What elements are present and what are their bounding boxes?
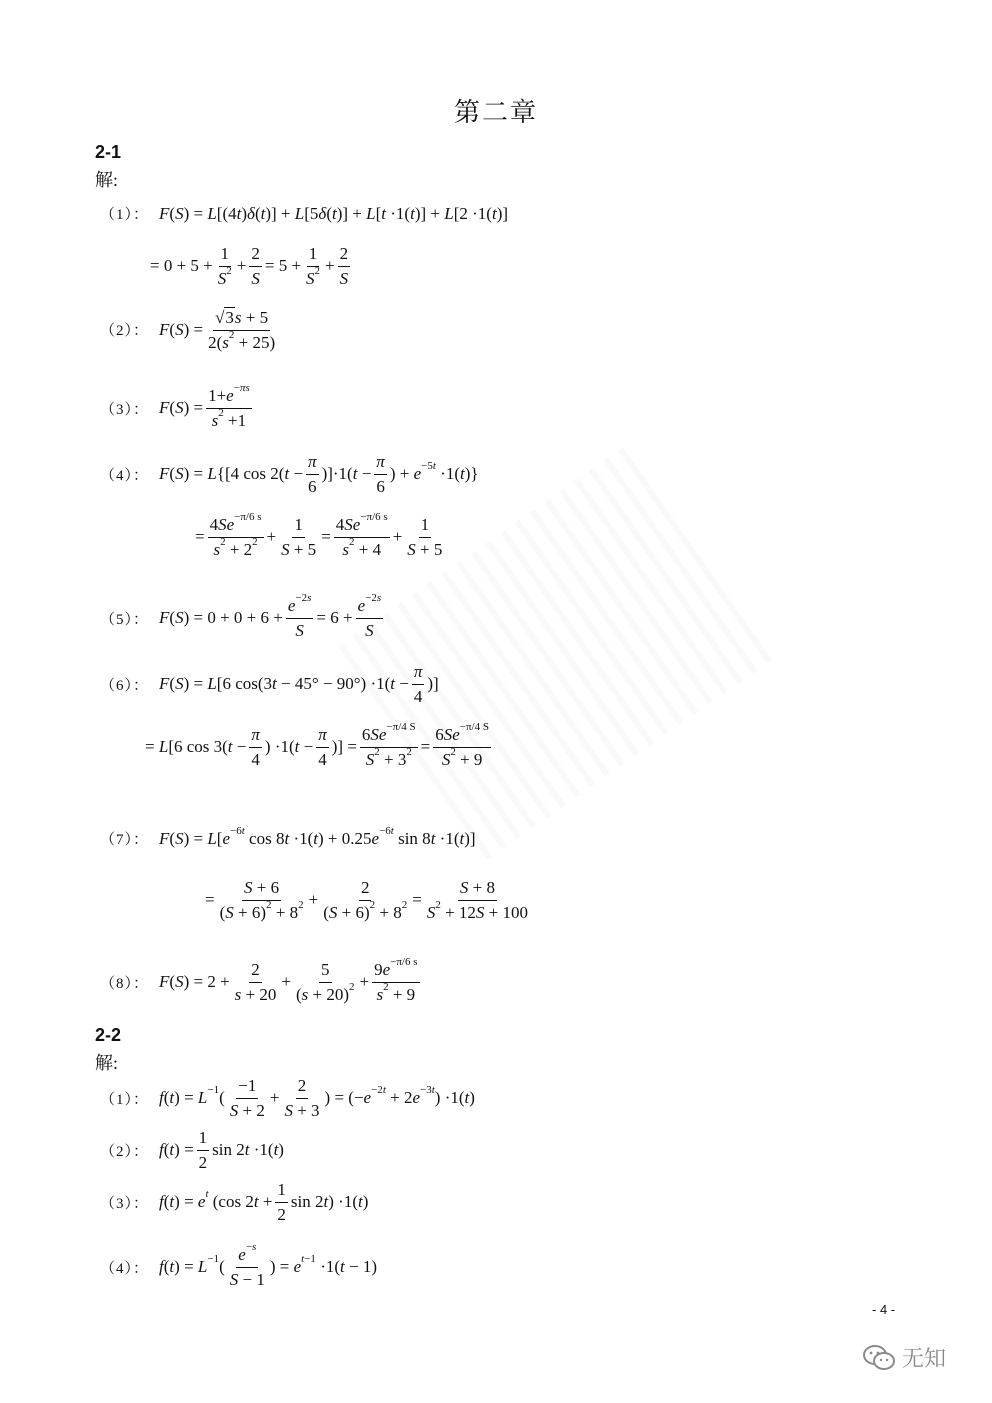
eq-number: （3）： [100, 401, 150, 418]
eq-number: （2）： [100, 323, 150, 340]
eq-number: （1）： [100, 207, 150, 223]
watermark [862, 1342, 946, 1373]
equation-2: （2）： F(S) = $\frac{√3s + 5}{2(s^2 + 25)}$ [100, 308, 276, 352]
equation-6a: （6）： F(S) = L[6 cos(3t − 45° − 90°) ·1(t − $\frac{\pi}{4}$ )] [100, 662, 439, 706]
equation-8: （8）： F(S) = 2 + $\frac{2}{s + 20}$ + $\frac{5}{(s + 20)^2}$ + $\frac{9e^{-\pi/6 s}}{s^2 + 9}$ [100, 956, 418, 1004]
solution-label: 解: [95, 170, 119, 190]
solution-label: 解: [95, 1053, 119, 1073]
eq-number: （2）： [100, 1143, 150, 1160]
equation-4b: = $\frac{4Se^{-\pi/6 s}}{s^2 + 2^2}$ + $\frac{1}{S + 5}$ = $\frac{4Se^{-\pi/6 s}}{s^2 + 4}$ + $\frac{1}{S + 5}$ [195, 511, 443, 559]
section-label: 2-1 [95, 142, 122, 162]
equation-6b: = L[6 cos 3(t − $\frac{\pi}{4}$ ) ·1(t − $\frac{\pi}{4}$ )] = $\frac{6Se^{-\pi/4 S}}{S^2 + 3^2}$ = $\frac{6Se^{-\pi/4 S}}{S^2 + 9}$ [145, 721, 489, 769]
equation-2-2-1: （1）： $f(t) = L^{-1}$( $\frac{-1}{S + 2}$ + $\frac{2}{S + 3}$ ) = $(-e^{-2t} + 2e^{-3t}) \cdot 1(t)$ [100, 1076, 475, 1120]
equation-2-2-3: （3）： $f(t) = e^t$ (cos 2t + $\frac{1}{2}$ sin 2t) ·1(t) [100, 1180, 369, 1224]
background-watermark [338, 440, 782, 859]
eq-number: （6）： [100, 677, 150, 694]
section-label: 2-2 [95, 1025, 122, 1045]
eq-number: （1）： [100, 1091, 150, 1108]
eq-number: （5）： [100, 611, 150, 628]
eq-number: （3）： [100, 1195, 150, 1212]
eq-number: （7）： [100, 832, 150, 848]
equation-3: （3）： F(S) = $\frac{1+e^{-\pi s}}{s^2 +1}$ [100, 382, 250, 430]
page-number: - 4 - [872, 1302, 896, 1317]
equation-2-2-4: （4）： $f(t) = L^{-1}$( $\frac{e^{-s}}{S - 1}$ ) = $e^{t-1} \cdot 1(t - 1)$ [100, 1241, 377, 1289]
equation-4a: （4）： F(S) = L{[4 cos 2(t − $\frac{\pi}{6}$ )]·1(t − $\frac{\pi}{6}$ ) + $e^{-5t} \cdot 1(t)$} [100, 452, 479, 496]
equation-7b: = $\frac{S + 6}{(S + 6)^2 + 8^2}$ + $\frac{2}{(S + 6)^2 + 8^2}$ = $\frac{S + 8}{S^2 + 12S + 100}$ [205, 878, 528, 922]
equation-1a: （1）： F(S) = L[(4t)δ(t)] + L[5δ(t)] + L[t ·1(t)] + L[2 ·1(t)] [100, 203, 509, 223]
equation-2-2-2: （2）： f(t) = $\frac{1}{2}$ sin 2t ·1(t) [100, 1128, 284, 1172]
eq-number: （4）： [100, 467, 150, 484]
wechat-icon [862, 1344, 896, 1372]
eq-number: （8）： [100, 975, 150, 992]
eq-number: （4）： [100, 1260, 150, 1277]
chapter-title: 第二章 [453, 98, 538, 127]
equation-1b: = 0 + 5 + $\frac{1}{S^2}$ + $\frac{2}{S}$ = 5 + $\frac{1}{S^2}$ + $\frac{2}{S}$ [150, 244, 349, 288]
watermark-text: 无知 [902, 1347, 947, 1372]
equation-7a: （7）： $F(S) = L[e^{-6t}$ $\cos 8t \cdot 1(t) + 0.25e^{-6t}$ sin 8t ·1(t)] [100, 824, 476, 848]
equation-5: （5）： F(S) = 0 + 0 + 6 + $\frac{e^{-2s}}{S}$ = 6 + $\frac{e^{-2s}}{S}$ [100, 592, 382, 640]
